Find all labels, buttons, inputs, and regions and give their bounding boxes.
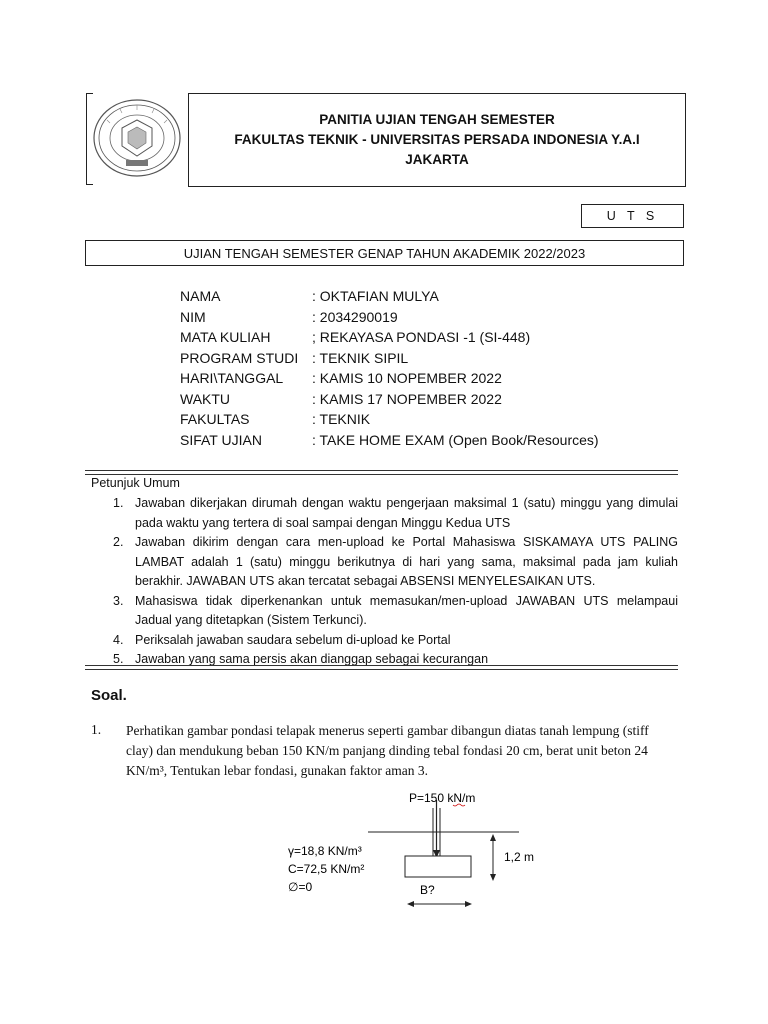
list-item: 4. Periksalah jawaban saudara sebelum di-upload ke Portal [113, 632, 451, 647]
question-number: 1. [91, 722, 102, 737]
info-label: NIM [180, 308, 206, 325]
info-value: ; REKAYASA PONDASI -1 (SI-448) [312, 329, 531, 345]
info-value: : TEKNIK [312, 411, 371, 427]
header-line-1: PANITIA UJIAN TENGAH SEMESTER [319, 112, 555, 127]
university-seal-logo [92, 98, 182, 178]
footing [405, 856, 471, 877]
header-line-3: JAKARTA [405, 152, 469, 167]
info-label: PROGRAM STUDI [180, 349, 299, 366]
section-title-soal: Soal. [91, 687, 127, 704]
load-label: P=150 kN/m [409, 791, 476, 805]
list-item: 3. Mahasiswa tidak diperkenankan untuk memasukan/men-upload JAWABAN UTS melampaui Jadual yang ditetapkan (Sistem Terkunci). [113, 593, 678, 627]
divider-top [85, 470, 678, 475]
info-label: SIFAT UJIAN [180, 431, 262, 448]
info-value: : KAMIS 17 NOPEMBER 2022 [312, 390, 502, 407]
exam-type-box: U T S [581, 204, 684, 228]
info-value: : OKTAFIAN MULYA [312, 288, 439, 304]
info-value: : KAMIS 10 NOPEMBER 2022 [312, 370, 502, 386]
info-value: : TAKE HOME EXAM (Open Book/Resources) [312, 431, 599, 448]
gamma-label: γ=18,8 KN/m³ [288, 844, 362, 858]
width-label: B? [420, 883, 435, 897]
info-label: HARI\TANGGAL [180, 370, 284, 386]
cohesion-label: C=72,5 KN/m² [288, 862, 365, 876]
info-value: : 2034290019 [312, 308, 398, 325]
divider-bottom [85, 665, 678, 670]
header-title-box [188, 93, 686, 187]
info-label: FAKULTAS [180, 411, 250, 427]
foundation-figure [272, 786, 552, 911]
info-label: NAMA [180, 288, 221, 304]
list-item: 2. Jawaban dikirim dengan cara men-upload ke Portal Mahasiswa SISKAMAYA UTS PALING LAMBAT adalah 1 (satu) minggu berikutnya di hari yang sama, maksimal pada jam kuliah berakhir. JAWABAN UTS akan tercatat sebagai ABSENSI MENYELESAIKAN UTS. [113, 535, 678, 588]
info-label: WAKTU [180, 390, 231, 407]
info-value: : TEKNIK SIPIL [312, 349, 409, 366]
exam-title-box: UJIAN TENGAH SEMESTER GENAP TAHUN AKADEMIK 2022/2023 [85, 240, 684, 266]
info-label: MATA KULIAH [180, 329, 271, 345]
question-text: Perhatikan gambar pondasi telapak menerus seperti gambar dibangun diatas tanah lempung (stiff clay) dan mendukung beban 150 KN/m panjang dinding tebal fondasi 20 cm, berat unit beton 24 KN/m³, Tentukan lebar fondasi, gunakan faktor aman 3. [126, 723, 649, 778]
list-item: 1. Jawaban dikerjakan dirumah dengan waktu pengerjaan maksimal 1 (satu) minggu yang dimulai pada waktu yang tertera di soal sampai dengan Minggu Kedua UTS [113, 496, 678, 530]
instructions-title: Petunjuk Umum [91, 476, 180, 490]
depth-label: 1,2 m [504, 850, 535, 864]
header-line-2: FAKULTAS TEKNIK - UNIVERSITAS PERSADA INDONESIA Y.A.I [234, 132, 640, 147]
instructions-list [113, 494, 678, 670]
list-item: 5. Jawaban yang sama persis akan dianggap sebagai kecurangan [113, 652, 489, 666]
phi-label: ∅=0 [288, 880, 313, 894]
